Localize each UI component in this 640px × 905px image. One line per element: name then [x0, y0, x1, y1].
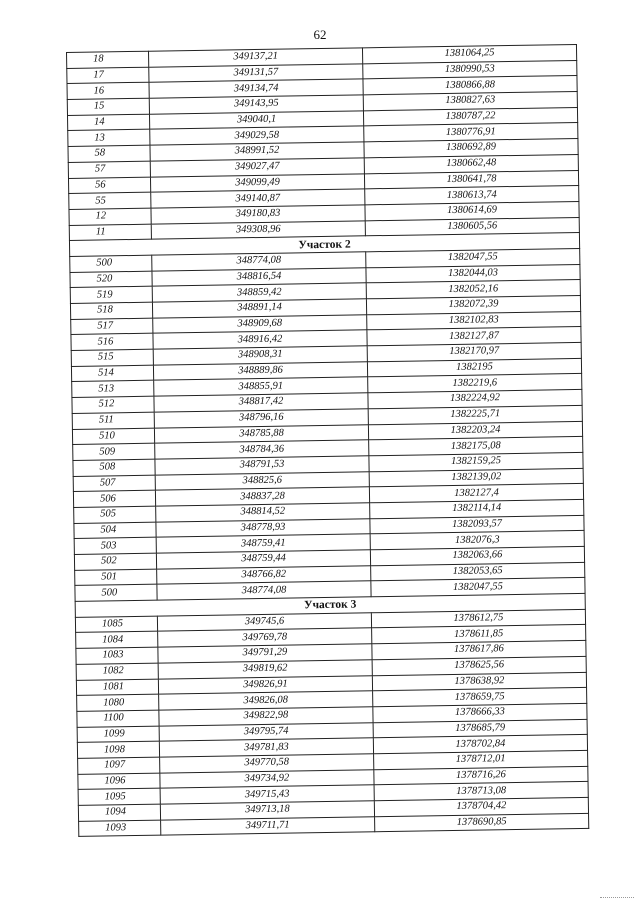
y-coordinate-cell: 1378690,85	[375, 813, 589, 832]
x-coordinate-cell: 348785,88	[154, 424, 368, 443]
y-coordinate-cell: 1381064,25	[362, 44, 576, 63]
x-coordinate-cell: 348889,86	[153, 362, 367, 381]
point-number-cell: 520	[70, 271, 152, 288]
point-number-cell: 504	[74, 522, 156, 539]
x-coordinate-cell: 348908,31	[153, 346, 367, 365]
y-coordinate-cell: 1382225,71	[368, 405, 582, 424]
x-coordinate-cell: 349308,96	[151, 220, 365, 239]
point-number-cell: 1082	[76, 663, 158, 680]
y-coordinate-cell: 1382224,92	[368, 390, 582, 409]
point-number-cell: 1100	[77, 710, 159, 727]
point-number-cell: 508	[73, 459, 155, 476]
point-number-cell: 14	[67, 114, 149, 131]
x-coordinate-cell: 348916,42	[153, 330, 367, 349]
point-number-cell: 15	[67, 98, 149, 115]
x-coordinate-cell: 348859,42	[152, 283, 366, 302]
coordinates-sheet	[66, 44, 588, 837]
x-coordinate-cell: 349131,57	[149, 64, 363, 83]
y-coordinate-cell: 1380776,91	[364, 123, 578, 142]
y-coordinate-cell: 1382053,65	[371, 562, 585, 581]
x-coordinate-cell: 349134,74	[149, 79, 363, 98]
y-coordinate-cell: 1380692,89	[364, 139, 578, 158]
section-title: Участок 3	[75, 593, 585, 617]
point-number-cell: 58	[68, 145, 150, 162]
point-number-cell: 512	[72, 396, 154, 413]
y-coordinate-cell: 1380990,53	[363, 60, 577, 79]
y-coordinate-cell: 1382175,08	[369, 437, 583, 456]
point-number-cell: 506	[73, 490, 155, 507]
point-number-cell: 1094	[78, 804, 160, 821]
x-coordinate-cell: 349819,62	[158, 660, 372, 679]
x-coordinate-cell: 349711,71	[161, 816, 375, 835]
point-number-cell: 500	[70, 255, 152, 272]
y-coordinate-cell: 1382063,66	[370, 546, 584, 565]
x-coordinate-cell: 348784,36	[155, 440, 369, 459]
x-coordinate-cell: 349137,21	[148, 48, 362, 67]
y-coordinate-cell: 1382170,97	[367, 343, 581, 362]
x-coordinate-cell: 349029,58	[150, 126, 364, 145]
y-coordinate-cell: 1380614,69	[365, 201, 579, 220]
point-number-cell: 1099	[77, 726, 159, 743]
x-coordinate-cell: 349791,29	[158, 644, 372, 663]
y-coordinate-cell: 1382159,25	[369, 452, 583, 471]
x-coordinate-cell: 349143,95	[149, 95, 363, 114]
point-number-cell: 519	[70, 286, 152, 303]
coordinates-table	[66, 44, 589, 837]
point-number-cell: 1093	[79, 820, 161, 837]
y-coordinate-cell: 1378625,56	[372, 656, 586, 675]
y-coordinate-cell: 1378712,01	[374, 750, 588, 769]
x-coordinate-cell: 349769,78	[158, 628, 372, 647]
point-number-cell: 518	[70, 302, 152, 319]
x-coordinate-cell: 349795,74	[159, 722, 373, 741]
x-coordinate-cell: 348991,52	[150, 142, 364, 161]
x-coordinate-cell: 349140,87	[151, 189, 365, 208]
y-coordinate-cell: 1378716,26	[374, 766, 588, 785]
y-coordinate-cell: 1378617,86	[372, 641, 586, 660]
x-coordinate-cell: 349099,49	[150, 173, 364, 192]
point-number-cell: 17	[67, 67, 149, 84]
point-number-cell: 502	[74, 553, 156, 570]
point-number-cell: 514	[71, 365, 153, 382]
point-number-cell: 18	[67, 51, 149, 68]
point-number-cell: 500	[75, 585, 157, 602]
y-coordinate-cell: 1378638,92	[372, 672, 586, 691]
point-number-cell: 507	[73, 475, 155, 492]
point-number-cell: 1097	[78, 757, 160, 774]
y-coordinate-cell: 1378704,42	[374, 797, 588, 816]
x-coordinate-cell: 348837,28	[155, 487, 369, 506]
point-number-cell: 13	[68, 130, 150, 147]
point-number-cell: 1084	[76, 632, 158, 649]
point-number-cell: 509	[73, 443, 155, 460]
point-number-cell: 1083	[76, 647, 158, 664]
x-coordinate-cell: 348774,08	[152, 252, 366, 271]
point-number-cell: 12	[69, 208, 151, 225]
y-coordinate-cell: 1380827,63	[363, 92, 577, 111]
x-coordinate-cell: 348759,44	[156, 550, 370, 569]
point-number-cell: 1098	[77, 741, 159, 758]
point-number-cell: 1081	[76, 679, 158, 696]
x-coordinate-cell: 348778,93	[156, 518, 370, 537]
coordinates-table-body	[67, 44, 589, 836]
x-coordinate-cell: 348855,91	[154, 377, 368, 396]
x-coordinate-cell: 349040,1	[149, 111, 363, 130]
point-number-cell: 501	[75, 569, 157, 586]
y-coordinate-cell: 1378666,33	[373, 703, 587, 722]
x-coordinate-cell: 348759,41	[156, 534, 370, 553]
point-number-cell: 515	[71, 349, 153, 366]
y-coordinate-cell: 1382203,24	[368, 421, 582, 440]
x-coordinate-cell: 348825,6	[155, 471, 369, 490]
y-coordinate-cell: 1380787,22	[363, 107, 577, 126]
y-coordinate-cell: 1382195	[367, 358, 581, 377]
point-number-cell: 1085	[75, 616, 157, 633]
x-coordinate-cell: 349781,83	[159, 738, 373, 757]
x-coordinate-cell: 348796,16	[154, 409, 368, 428]
x-coordinate-cell: 348791,53	[155, 456, 369, 475]
y-coordinate-cell: 1382102,83	[367, 311, 581, 330]
x-coordinate-cell: 349770,58	[160, 754, 374, 773]
y-coordinate-cell: 1382047,55	[371, 578, 585, 597]
y-coordinate-cell: 1382052,16	[366, 280, 580, 299]
section-title: Участок 2	[69, 233, 579, 257]
y-coordinate-cell: 1378702,84	[373, 735, 587, 754]
y-coordinate-cell: 1378713,08	[374, 782, 588, 801]
point-number-cell: 511	[72, 412, 154, 429]
point-number-cell: 517	[71, 318, 153, 335]
page-number: 62	[313, 27, 327, 42]
y-coordinate-cell: 1382076,3	[370, 531, 584, 550]
x-coordinate-cell: 349822,98	[159, 707, 373, 726]
x-coordinate-cell: 349027,47	[150, 158, 364, 177]
x-coordinate-cell: 349745,6	[157, 613, 371, 632]
y-coordinate-cell: 1378685,79	[373, 719, 587, 738]
x-coordinate-cell: 349826,91	[158, 675, 372, 694]
point-number-cell: 516	[71, 334, 153, 351]
point-number-cell: 1096	[78, 773, 160, 790]
y-coordinate-cell: 1382127,4	[369, 484, 583, 503]
point-number-cell: 1080	[77, 694, 159, 711]
x-coordinate-cell: 348816,54	[152, 267, 366, 286]
x-coordinate-cell: 348814,52	[156, 503, 370, 522]
y-coordinate-cell: 1378611,85	[372, 625, 586, 644]
x-coordinate-cell: 349734,92	[160, 769, 374, 788]
point-number-cell: 1095	[78, 788, 160, 805]
x-coordinate-cell: 348774,08	[157, 581, 371, 600]
y-coordinate-cell: 1382047,55	[366, 248, 580, 267]
scan-artifact	[600, 897, 634, 899]
y-coordinate-cell: 1378659,75	[373, 688, 587, 707]
x-coordinate-cell: 349180,83	[151, 205, 365, 224]
y-coordinate-cell: 1382093,57	[370, 515, 584, 534]
y-coordinate-cell: 1380605,56	[365, 217, 579, 236]
x-coordinate-cell: 349826,08	[159, 691, 373, 710]
point-number-cell: 55	[69, 192, 151, 209]
point-number-cell: 505	[74, 506, 156, 523]
y-coordinate-cell: 1382219,6	[368, 374, 582, 393]
y-coordinate-cell: 1382072,39	[366, 295, 580, 314]
point-number-cell: 510	[72, 428, 154, 445]
point-number-cell: 56	[68, 177, 150, 194]
y-coordinate-cell: 1382114,14	[370, 499, 584, 518]
point-number-cell: 503	[74, 537, 156, 554]
x-coordinate-cell: 348766,82	[157, 565, 371, 584]
y-coordinate-cell: 1382044,03	[366, 264, 580, 283]
y-coordinate-cell: 1382127,87	[367, 327, 581, 346]
y-coordinate-cell: 1378612,75	[371, 609, 585, 628]
x-coordinate-cell: 349713,18	[160, 801, 374, 820]
point-number-cell: 57	[68, 161, 150, 178]
y-coordinate-cell: 1380866,88	[363, 76, 577, 95]
x-coordinate-cell: 349715,43	[160, 785, 374, 804]
x-coordinate-cell: 348891,14	[152, 299, 366, 318]
y-coordinate-cell: 1380613,74	[365, 186, 579, 205]
y-coordinate-cell: 1382139,02	[369, 468, 583, 487]
y-coordinate-cell: 1380662,48	[364, 154, 578, 173]
x-coordinate-cell: 348909,68	[153, 314, 367, 333]
point-number-cell: 16	[67, 83, 149, 100]
point-number-cell: 11	[69, 224, 151, 241]
y-coordinate-cell: 1380641,78	[364, 170, 578, 189]
x-coordinate-cell: 348817,42	[154, 393, 368, 412]
point-number-cell: 513	[72, 381, 154, 398]
